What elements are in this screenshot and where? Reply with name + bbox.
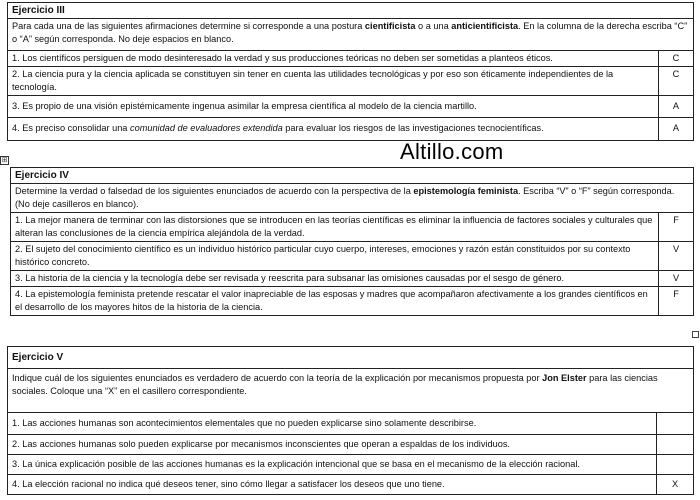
answer-cell[interactable]: F	[659, 287, 694, 316]
statement: 1. Los científicos persiguen de modo desinteresado la verdad y sus producciones teóricas no deben ser sometidas a planteos éticos.	[8, 51, 659, 67]
exercise-4-table	[10, 167, 694, 316]
answer-cell[interactable]: V	[659, 242, 694, 271]
answer-cell[interactable]: A	[659, 118, 694, 141]
table-row	[8, 413, 694, 435]
statement: 3. Es propio de una visión epistémicamente ingenua asimilar la empresa científica al modelo de la ciencia martillo.	[8, 96, 659, 118]
answer-cell[interactable]: V	[659, 271, 694, 287]
watermark: Altillo.com	[400, 139, 504, 164]
statement: 3. La historia de la ciencia y la tecnología debe ser revisada y reescrita para subsanar las omisiones causadas por el sesgo de género.	[11, 271, 659, 287]
table-row	[11, 287, 694, 316]
answer-cell[interactable]	[657, 455, 694, 475]
answer-cell[interactable]: X	[657, 475, 694, 495]
table-row	[8, 51, 694, 67]
exercise-5-instructions: Indique cuál de los siguientes enunciados es verdadero de acuerdo con la teoría de la explicación por mecanismos propuesta por Jon Elster para las ciencias sociales. Coloque una “X” en el casillero correspondiente.	[8, 369, 694, 413]
statement: 2. El sujeto del conocimiento científico es un individuo histórico particular cuyo cuerpo, intereses, emociones y razón están constituidos por su contexto histórico concreto.	[11, 242, 659, 271]
exercise-5-title: Ejercicio V	[8, 347, 694, 369]
table-row	[11, 242, 694, 271]
exercise-3-instructions: Para cada una de las siguientes afirmaciones determine si corresponde a una postura cientificista o a una anticientificista. En la columna de la derecha escriba “C” o “A” según corresponda. No deje espacios en blanco.	[8, 19, 694, 51]
answer-cell[interactable]	[657, 435, 694, 455]
statement: 3. La única explicación posible de las acciones humanas es la explicación intencional que se basa en el mecanismo de la elección racional.	[8, 455, 657, 475]
exercise-4-instructions: Determine la verdad o falsedad de los siguientes enunciados de acuerdo con la perspectiva de la epistemología feminista. Escriba “V” o “F” según corresponda. (No deje casilleros en blanco).	[11, 184, 694, 213]
statement: 1. Las acciones humanas son acontecimientos elementales que no pueden explicarse sino solamente describirse.	[8, 413, 657, 435]
exercise-3-table	[7, 2, 694, 141]
answer-cell[interactable]: C	[659, 51, 694, 67]
table-row	[8, 118, 694, 141]
statement: 2. Las acciones humanas solo pueden explicarse por mecanismos inconscientes que operan a espaldas de los individuos.	[8, 435, 657, 455]
statement: 2. La ciencia pura y la ciencia aplicada se constituyen sin tener en cuenta las utilidades tecnológicas y por eso son éticamente independientes de la tecnología.	[8, 67, 659, 96]
table-row	[8, 455, 694, 475]
statement: 4. Es preciso consolidar una comunidad de evaluadores extendida para evaluar los riesgos de las investigaciones tecnocientíficas.	[8, 118, 659, 141]
statement: 4. La elección racional no indica qué deseos tener, sino cómo llegar a satisfacer los deseos que uno tiene.	[8, 475, 657, 495]
table-anchor-icon[interactable]: ⊞	[1, 157, 8, 164]
exercise-4-title: Ejercicio IV	[11, 168, 694, 184]
table-row	[8, 435, 694, 455]
exercise-5-table	[7, 346, 694, 495]
answer-cell[interactable]: A	[659, 96, 694, 118]
answer-cell[interactable]	[657, 413, 694, 435]
table-row	[11, 271, 694, 287]
resize-handle-icon[interactable]	[692, 331, 699, 338]
statement: 4. La epistemología feminista pretende rescatar el valor inapreciable de las esposas y madres que acompañaron afectivamente a los grandes científicos en el desarrollo de los mayores hitos de la historia de la ciencia.	[11, 287, 659, 316]
answer-cell[interactable]: F	[659, 213, 694, 242]
table-row	[8, 67, 694, 96]
table-row	[8, 96, 694, 118]
table-row	[11, 213, 694, 242]
statement: 1. La mejor manera de terminar con las distorsiones que se introducen en las teorías científicas es eliminar la influencia de factores sociales y culturales que alteran las conclusiones de la ciencia empírica alejándola de la verdad.	[11, 213, 659, 242]
answer-cell[interactable]: C	[659, 67, 694, 96]
table-row	[8, 475, 694, 495]
exercise-3-title: Ejercicio III	[8, 3, 694, 19]
